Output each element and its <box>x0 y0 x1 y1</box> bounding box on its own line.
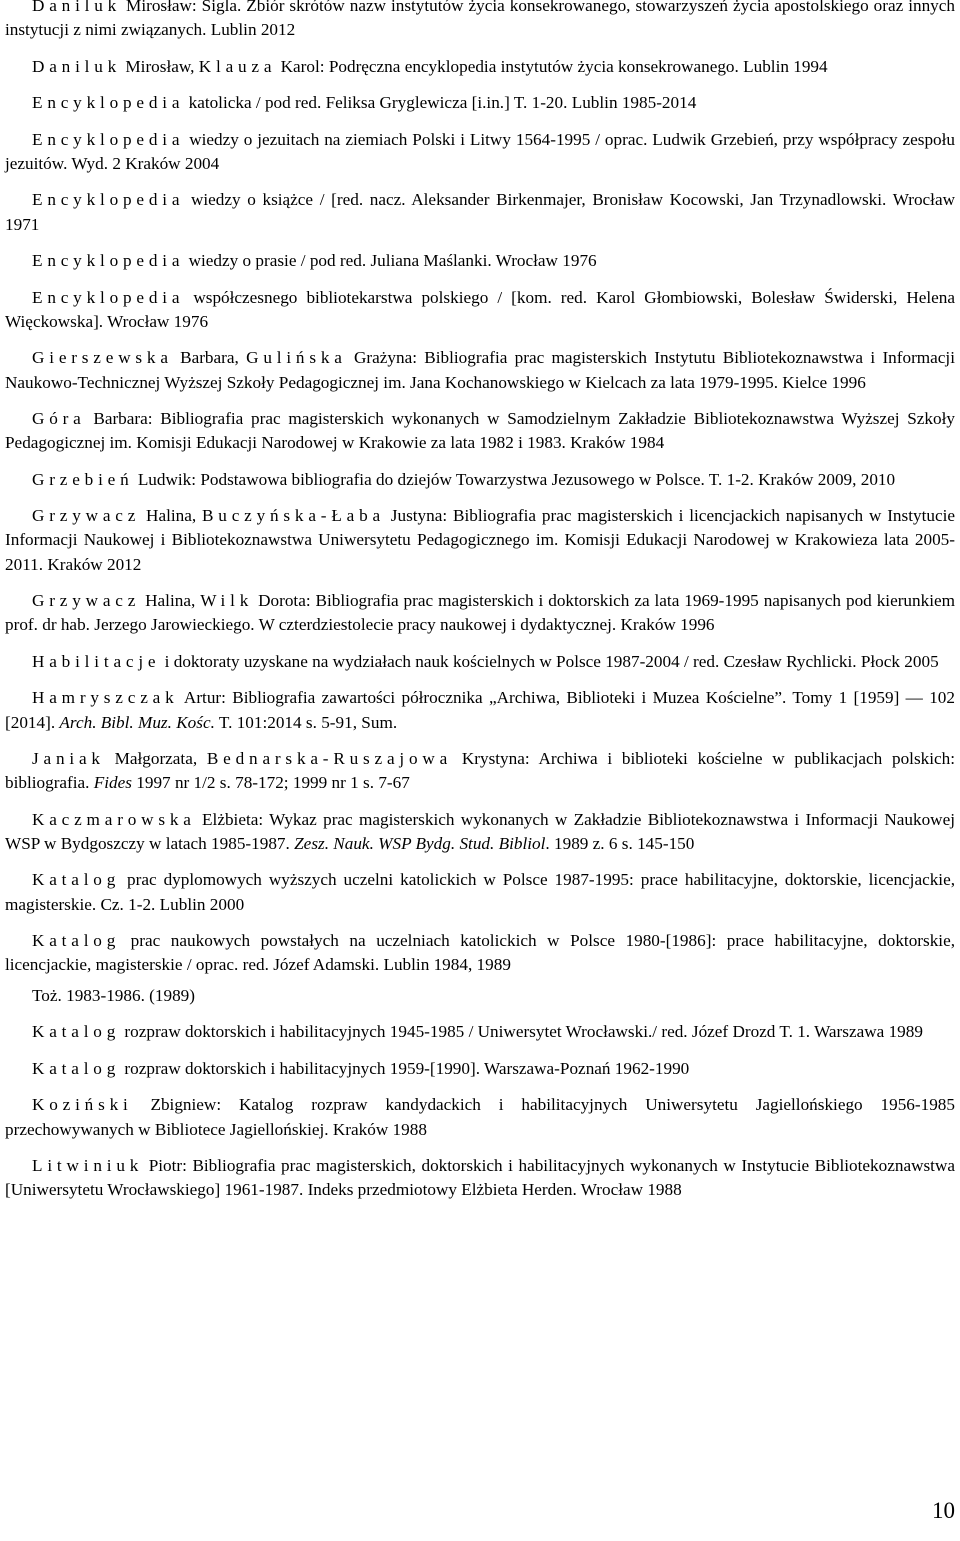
bibliography-entry <box>5 468 955 492</box>
entry-text: Karol: Podręczna encyklopedia instytutów życia konsekrowanego. Lublin 1994 <box>276 56 828 76</box>
entry-text: Krystyna: Archiwa i biblioteki kościelne w publikacjach polskich: bibliografia. <box>5 749 956 793</box>
entry-text: T. 101:2014 s. 5-91, Sum. <box>214 712 398 732</box>
entry-author: Góra <box>32 409 86 429</box>
entry-text: wiedzy o książce / [red. nacz. Aleksander Birkenmajer, Bronisław Kocowski, Jan Trzynadlowski. Wrocław 1971 <box>5 190 955 234</box>
entry-author: Katalog <box>32 1058 121 1078</box>
bibliography-entry <box>5 650 955 674</box>
bibliography-list <box>5 0 955 1215</box>
entry-text: Zbigniew: Katalog rozpraw kandydackich i habilitacyjnych Uniwersytetu Jagiellońskiego 1956-1985 przechowywanych w Bibliotece Jagiellońskiej. Kraków 1988 <box>5 1095 955 1139</box>
bibliography-entry <box>5 504 955 577</box>
entry-author: Litwiniuk <box>32 1156 144 1176</box>
entry-text: Halina, <box>140 591 201 611</box>
entry-text: Barbara: Bibliografia prac magisterskich wykonanych w Samodzielnym Zakładzie Bibliotekoznawstwa Wyższej Szkoły Pedagogicznej im. Komisji Edukacji Narodowej w Krakowie za lata 1982 i 1983. Kraków 1984 <box>5 409 955 453</box>
entry-text: prac dyplomowych wyższych uczelni katolickich w Polsce 1987-1995: prace habilitacyjne, doktorskie, licencjackie, magisterskie. Cz. 1-2. Lublin 2000 <box>5 870 955 914</box>
bibliography-entry <box>5 868 955 916</box>
bibliography-entry <box>5 91 955 115</box>
entry-text: współczesnego bibliotekarstwa polskiego / [kom. red. Karol Głombiowski, Bolesław Świderski, Helena Więckowska]. Wrocław 1976 <box>5 287 955 331</box>
entry-author: Habilitacje <box>32 651 161 671</box>
entry-journal-title: Zesz. Nauk. WSP Bydg. Stud. Bibliol <box>294 833 546 853</box>
entry-text: Dorota: Bibliografia prac magisterskich i doktorskich za lata 1969-1995 napisanych pod kierunkiem prof. dr hab. Jerzego Jarowieckiego. W czterdziestolecie pracy naukowej i dydaktycznej. Kraków 1996 <box>5 591 955 635</box>
bibliography-entry-continuation <box>5 984 955 1008</box>
bibliography-entry <box>5 188 955 236</box>
entry-author: Kaczmarowska <box>32 809 196 829</box>
bibliography-entry <box>5 55 955 79</box>
entry-text: katolicka / pod red. Feliksa Gryglewicza [i.in.] T. 1-20. Lublin 1985-2014 <box>184 93 697 113</box>
bibliography-entry <box>5 589 955 637</box>
bibliography-entry <box>5 1093 955 1141</box>
bibliography-entry <box>5 686 955 734</box>
entry-author: Gierszewska <box>32 348 173 368</box>
entry-author: Janiak <box>32 749 105 769</box>
entry-author: Hamryszczak <box>32 688 179 708</box>
entry-text: Elżbieta: Wykaz prac magisterskich wykonanych w Zakładzie Bibliotekoznawstwa i Informacji Naukowej WSP w Bydgoszczy w latach 1985-1987. <box>5 809 955 853</box>
entry-text: Justyna: Bibliografia prac magisterskich i licencjackich napisanych w Instytucie Informacji Naukowej i Bibliotekoznawstwa Uniwersytetu Pedagogicznego im. Komisji Edukacji Narodowej w Krakowieza lata 2005-2011. Kraków 2012 <box>5 506 955 574</box>
entry-coauthor: Buczyńska-Łaba <box>202 506 385 526</box>
entry-text: Małgorzata, <box>104 749 207 769</box>
entry-author: Daniluk <box>32 0 122 15</box>
entry-coauthor: Gulińska <box>246 348 347 368</box>
bibliography-entry <box>5 249 955 273</box>
entry-author: Encyklopedia <box>32 129 185 149</box>
bibliography-entry <box>5 1154 955 1202</box>
entry-coauthor: Bednarska-Ruszajowa <box>206 749 453 769</box>
entry-text: Toż. 1983-1986. (1989) <box>32 985 196 1005</box>
entry-author: Daniluk <box>32 56 122 76</box>
entry-text: Barbara, <box>172 348 247 368</box>
entry-text: Ludwik: Podstawowa bibliografia do dziejów Towarzystwa Jezusowego w Polsce. T. 1-2. Kraków 2009, 2010 <box>133 469 896 489</box>
entry-coauthor: Klauza <box>198 56 277 76</box>
entry-author: Katalog <box>32 1022 121 1042</box>
entry-text: Grażyna: Bibliografia prac magisterskich Instytutu Bibliotekoznawstwa i Informacji Naukowo-Technicznej Wyższej Szkoły Pedagogicznej im. Jana Kochanowskiego w Kielcach za lata 1979-1995. Kielce 1996 <box>5 348 955 392</box>
entry-text: Halina, <box>140 506 203 526</box>
entry-text: wiedzy o prasie / pod red. Juliana Maślanki. Wrocław 1976 <box>184 251 597 271</box>
bibliography-entry <box>5 407 955 455</box>
entry-author: Encyklopedia <box>32 251 185 271</box>
entry-text: Piotr: Bibliografia prac magisterskich, doktorskich i habilitacyjnych wykonanych w Instytucie Bibliotekoznawstwa [Uniwersytetu Wrocławskiego] 1961-1987. Indeks przedmiotowy Elżbieta Herden. Wrocław 1988 <box>5 1156 955 1200</box>
entry-author: Katalog <box>32 870 121 890</box>
entry-text: rozpraw doktorskich i habilitacyjnych 1959-[1990]. Warszawa-Poznań 1962-1990 <box>120 1058 690 1078</box>
entry-author: Grzywacz <box>32 506 141 526</box>
entry-author: Encyklopedia <box>32 190 185 210</box>
entry-text: 1997 nr 1/2 s. 78-172; 1999 nr 1 s. 7-67 <box>131 773 410 793</box>
entry-text: wiedzy o jezuitach na ziemiach Polski i Litwy 1564-1995 / oprac. Ludwik Grzebień, przy współpracy zespołu jezuitów. Wyd. 2 Kraków 2004 <box>5 129 955 173</box>
entry-journal-title: Fides <box>93 773 132 793</box>
bibliography-entry <box>5 346 955 394</box>
page-number: 10 <box>932 1498 955 1523</box>
entry-author: Grzebień <box>32 469 134 489</box>
entry-author: Encyklopedia <box>32 93 185 113</box>
entry-text: Mirosław: Sigla. Zbiór skrótów nazw instytutów życia konsekrowanego, stowarzyszeń życia apostolskiego oraz innych instytucji z nimi związanych. Lublin 2012 <box>5 0 955 40</box>
entry-author: Katalog <box>32 931 121 951</box>
entry-journal-title: Arch. Bibl. Muz. Kośc. <box>59 712 215 732</box>
entry-text: i doktoraty uzyskane na wydziałach nauk kościelnych w Polsce 1987-2004 / red. Czesław Rychlicki. Płock 2005 <box>160 651 939 671</box>
bibliography-entry <box>5 808 955 856</box>
entry-text: Artur: Bibliografia zawartości półrocznika „Archiwa, Biblioteki i Muzea Kościelne”. Tomy 1 [1959] — 102 [2014]. <box>5 688 955 732</box>
bibliography-entry <box>5 747 955 795</box>
bibliography-entry <box>5 0 955 42</box>
entry-author: Encyklopedia <box>32 287 185 307</box>
entry-text: rozpraw doktorskich i habilitacyjnych 1945-1985 / Uniwersytet Wrocławski./ red. Józef Drozd T. 1. Warszawa 1989 <box>120 1022 923 1042</box>
bibliography-entry <box>5 1057 955 1081</box>
bibliography-entry <box>5 286 955 334</box>
entry-author: Grzywacz <box>32 591 141 611</box>
entry-text: Mirosław, <box>121 56 199 76</box>
entry-text: prac naukowych powstałych na uczelniach katolickich w Polsce 1980-[1986]: prace habilitacyjne, doktorskie, licencjackie, magisterskie / oprac. red. Józef Adamski. Lublin 1984, 1989 <box>5 931 955 975</box>
bibliography-entry <box>5 929 955 977</box>
entry-author: Koziński <box>32 1095 133 1115</box>
bibliography-entry <box>5 1020 955 1044</box>
entry-coauthor: Wilk <box>200 591 254 611</box>
bibliography-entry <box>5 128 955 176</box>
entry-text: . 1989 z. 6 s. 145-150 <box>545 833 695 853</box>
